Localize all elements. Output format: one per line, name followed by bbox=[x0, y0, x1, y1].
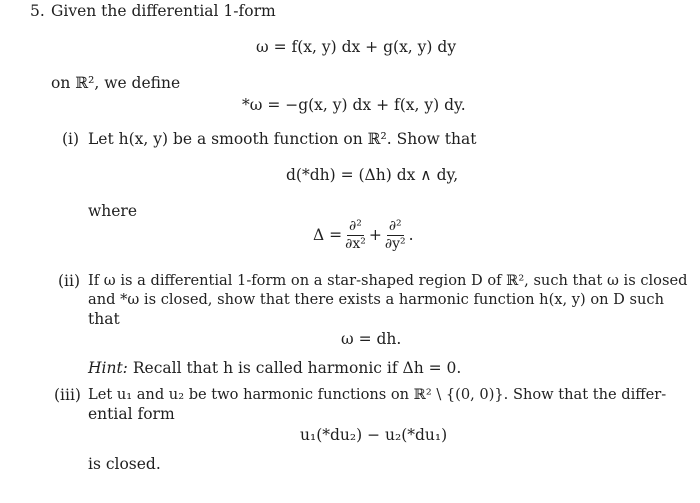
part-i-label: (i) bbox=[62, 130, 80, 148]
problem-number: 5. bbox=[30, 2, 45, 20]
laplacian-definition bbox=[313, 212, 414, 258]
delta-lhs: Δ = bbox=[313, 226, 343, 244]
part-i-equation: d(*dh) = (Δh) dx ∧ dy, bbox=[286, 166, 459, 184]
part-iii-label: (iii) bbox=[54, 386, 81, 404]
period: . bbox=[408, 226, 414, 244]
where-text: where bbox=[88, 202, 138, 220]
part-ii-line-2: and *ω is closed, show that there exists a harmonic function h(x, y) on D such bbox=[88, 291, 664, 308]
equation-star-omega: *ω = −g(x, y) dx + f(x, y) dy. bbox=[242, 96, 466, 114]
fraction-d2-dx2 bbox=[345, 218, 366, 253]
hint-text: Recall that h is called harmonic if Δh = 0. bbox=[127, 359, 462, 377]
part-iii-line-2: ential form bbox=[88, 405, 175, 423]
hint bbox=[88, 359, 461, 377]
fraction-numerator: ∂² bbox=[388, 217, 402, 234]
part-ii-line-3: that bbox=[88, 310, 120, 328]
fraction-denominator: ∂x² bbox=[345, 235, 366, 252]
fraction-numerator: ∂² bbox=[349, 217, 362, 234]
part-ii-line-1: If ω is a differential 1-form on a star-shaped region D of ℝ², such that ω is closed bbox=[88, 272, 688, 289]
part-ii-equation: ω = dh. bbox=[341, 330, 402, 348]
hint-label: Hint: bbox=[88, 359, 128, 377]
closing-text: is closed. bbox=[88, 455, 161, 473]
part-iii-line-1: Let u₁ and u₂ be two harmonic functions on ℝ² \ {(0, 0)}. Show that the differ- bbox=[88, 386, 667, 403]
fraction-denominator: ∂y² bbox=[384, 235, 406, 252]
equation-omega: ω = f(x, y) dx + g(x, y) dy bbox=[256, 38, 457, 56]
part-ii-label: (ii) bbox=[58, 272, 81, 290]
on-r2-text: on ℝ², we define bbox=[51, 74, 181, 92]
fraction-d2-dy2 bbox=[385, 218, 406, 253]
plus-sign: + bbox=[368, 226, 382, 244]
problem-intro: Given the differential 1-form bbox=[51, 2, 276, 20]
part-iii-equation: u₁(*du₂) − u₂(*du₁) bbox=[300, 426, 448, 444]
part-i-text: Let h(x, y) be a smooth function on ℝ². Show that bbox=[88, 130, 477, 148]
